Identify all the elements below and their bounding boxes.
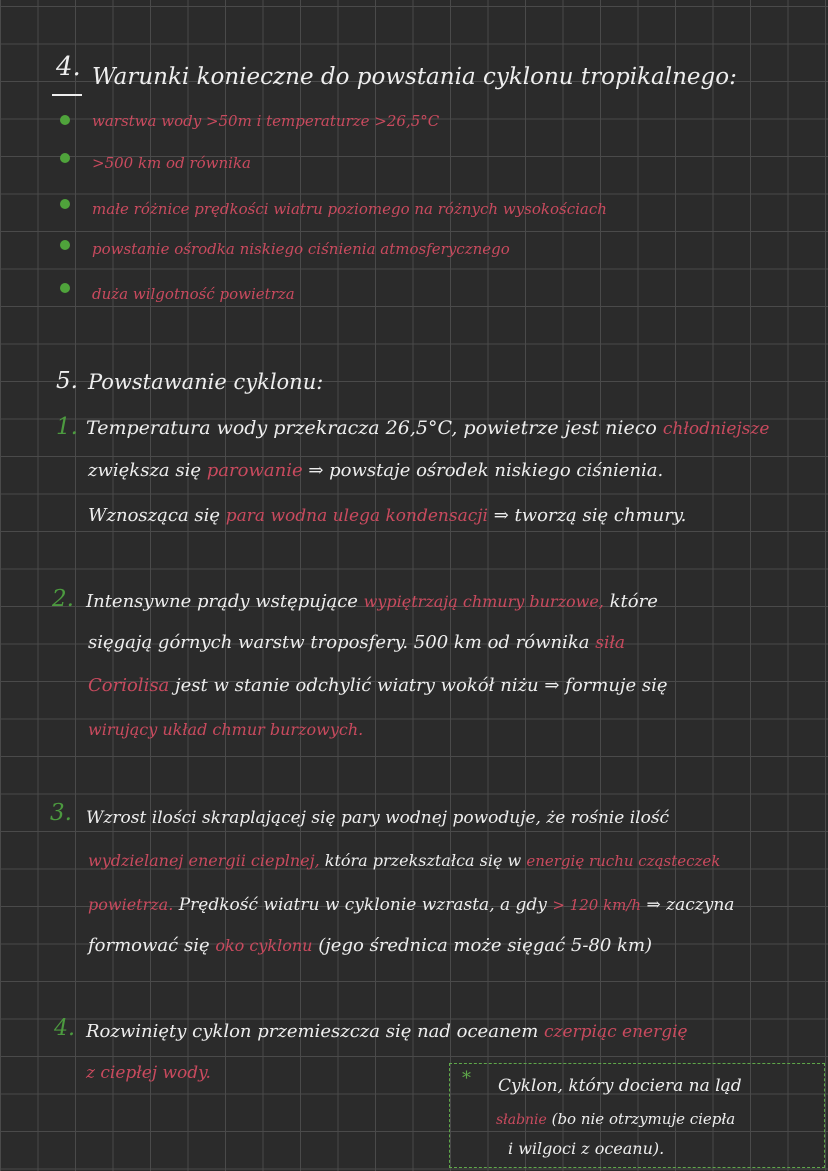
step2-number <box>52 586 74 612</box>
step4-line1-red: czerpiąc energię <box>544 1022 688 1042</box>
step3-num: 3. <box>50 800 72 826</box>
bullet-2: >500 km od równika <box>92 154 251 172</box>
star-icon: * <box>462 1068 471 1089</box>
step2-line1 <box>86 591 658 612</box>
section4-number-underline <box>52 94 82 96</box>
step4-line2: z ciepłej wody. <box>86 1063 211 1083</box>
step2-line3-b: jest w stanie odchylić wiatry wokół niżu ⇒ formuje się <box>175 675 668 696</box>
bullet-5: duża wilgotność powietrza <box>92 285 295 303</box>
section4-number: 4. <box>56 52 81 82</box>
step3-line2-red-a: wydzielanej energii cieplnej, <box>88 851 320 870</box>
step2-line1-a: Intensywne prądy wstępujące <box>86 591 358 612</box>
bullet-dot-1 <box>60 115 70 125</box>
step1-line2-red: parowanie <box>206 460 303 481</box>
step1-line1-text: Temperatura wody przekracza 26,5°C, powietrze jest nieco <box>86 417 657 439</box>
step1-line2 <box>88 460 663 481</box>
step3-line4-a: formować się <box>88 935 210 956</box>
step1-line3 <box>88 505 686 526</box>
bullet-3: małe różnice prędkości wiatru poziomego na różnych wysokościach <box>92 200 607 218</box>
step4-line1-a: Rozwinięty cyklon przemieszcza się nad oceanem <box>86 1021 539 1042</box>
step2-line2-red: siła <box>595 633 626 653</box>
step1-num: 1. <box>56 414 78 440</box>
step1-line2-b: ⇒ powstaje ośrodek niskiego ciśnienia. <box>308 460 664 481</box>
section5-number: 5. <box>56 368 78 394</box>
bullet-dot-4 <box>60 240 70 250</box>
note-line2-b: (bo nie otrzymuje ciepła <box>551 1110 736 1128</box>
step3-line2-red-b: energię ruchu cząsteczek <box>526 852 721 870</box>
step4-num: 4. <box>54 1016 75 1041</box>
step2-line1-b: które <box>609 591 658 612</box>
step1-line1 <box>86 417 769 439</box>
note-line3: i wilgoci z oceanu). <box>508 1139 665 1158</box>
bullet-1: warstwa wody >50m i temperaturze >26,5°C <box>92 112 440 130</box>
step2-line1-red: wypiętrzają chmury burzowe, <box>363 592 604 611</box>
step3-line4 <box>88 935 652 956</box>
step4-number <box>54 1016 75 1041</box>
section4-title: Warunki konieczne do powstania cyklonu tropikalnego: <box>92 64 737 90</box>
step2-num: 2. <box>52 586 74 612</box>
bullet-dot-5 <box>60 283 70 293</box>
step2-line3-red: Coriolisa <box>88 675 170 696</box>
step3-line1: Wzrost ilości skraplającej się pary wodnej powoduje, że rośnie ilość <box>86 808 670 828</box>
step4-line1 <box>86 1021 688 1042</box>
step3-line3-b: Prędkość wiatru w cyklonie wzrasta, a gdy <box>178 895 547 915</box>
step3-number <box>50 800 72 826</box>
step3-line3-c: ⇒ zaczyna <box>646 895 735 915</box>
step1-number <box>56 414 78 440</box>
step3-line3-red: powietrza. <box>88 895 174 914</box>
step3-line4-b: (jego średnica może sięgać 5-80 km) <box>318 935 653 956</box>
step3-line3 <box>88 895 734 915</box>
step3-line2-b: która przekształca się w <box>324 851 522 870</box>
step2-line3 <box>88 675 668 696</box>
step1-line1-red: chłodniejsze <box>662 419 770 439</box>
note-line2 <box>496 1110 735 1128</box>
step3-line3-red-b: > 120 km/h <box>552 896 642 914</box>
bullet-4: powstanie ośrodka niskiego ciśnienia atmosferycznego <box>92 240 510 258</box>
step3-line2 <box>88 851 720 870</box>
note-line2-red: słabnie <box>496 1112 547 1128</box>
step2-line2 <box>88 632 625 653</box>
step2-line2-a: sięgają górnych warstw troposfery. 500 km od równika <box>88 632 590 653</box>
bullet-dot-2 <box>60 153 70 163</box>
step3-line4-red: oko cyklonu <box>215 936 313 955</box>
bullet-dot-3 <box>60 199 70 209</box>
step2-line4: wirujący układ chmur burzowych. <box>88 720 364 739</box>
step1-line3-a: Wznosząca się <box>88 505 221 526</box>
step1-line2-a: zwiększa się <box>88 460 202 481</box>
step1-line3-b: ⇒ tworzą się chmury. <box>493 505 687 526</box>
step1-line3-red: para wodna ulega kondensacji <box>225 506 488 526</box>
note-line1: Cyklon, który dociera na ląd <box>498 1076 742 1096</box>
section5-title: Powstawanie cyklonu: <box>88 370 324 394</box>
